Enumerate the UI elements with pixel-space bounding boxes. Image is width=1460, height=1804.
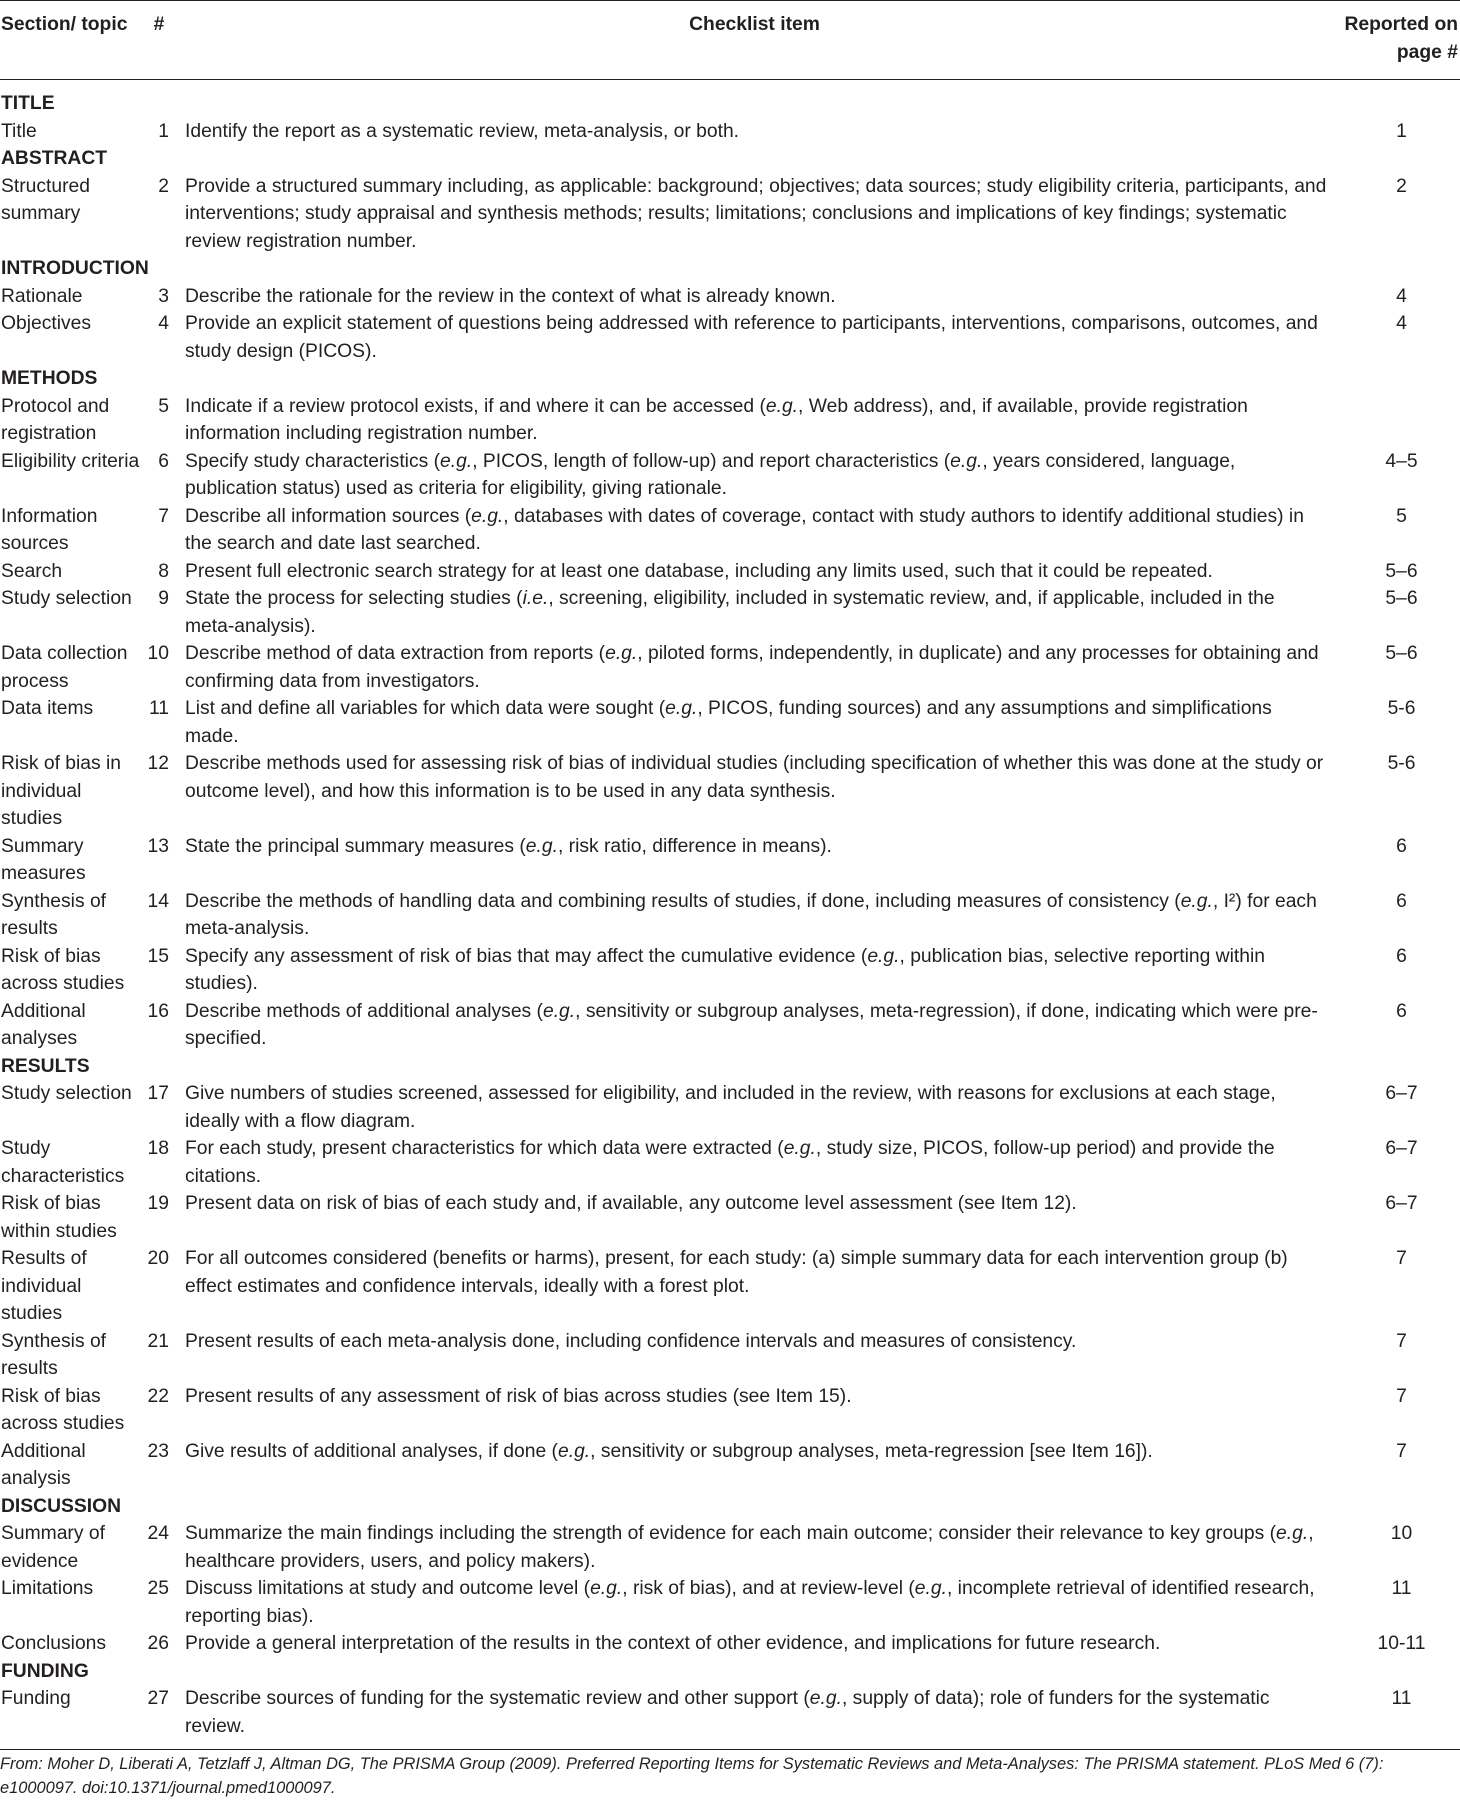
row-reported-page: 6 [1396, 1000, 1407, 1022]
row-reported-page: 5-6 [1387, 698, 1416, 719]
row-number: 25 [147, 1578, 169, 1599]
row-reported-page: 5 [1396, 505, 1407, 527]
row-checklist-text: Specify study characteristics (e.g., PICOS, length of follow-up) and report characteristics (e.g., years considered, language, publication status) used as criteria for eligibility, giving rationale. [185, 450, 1236, 499]
row-checklist-text: Present results of any assessment of risk of bias across studies (see Item 15). [185, 1385, 852, 1407]
row-checklist-text: Provide a general interpretation of the results in the context of other evidence, and implications for future research. [185, 1633, 1161, 1654]
row-number: 24 [147, 1523, 169, 1544]
row-topic: Funding [0, 1685, 146, 1750]
row-checklist-text: Describe the methods of handling data and combining results of studies, if done, including measures of consistency (e.g., I²) for each meta-analysis. [185, 890, 1317, 939]
row-reported-page [1337, 393, 1460, 448]
row-number: 19 [147, 1193, 169, 1214]
latin-abbreviation: e.g. [440, 450, 473, 472]
row-number: 14 [147, 890, 169, 912]
latin-abbreviation: i.e. [522, 588, 549, 609]
latin-abbreviation: e.g. [590, 1578, 623, 1599]
row-checklist-text: State the process for selecting studies (i.e., screening, eligibility, included in systematic review, and, if applicable, included in the meta-analysis). [185, 588, 1275, 637]
section-heading: DISCUSSION [1, 1495, 121, 1517]
table-row [0, 640, 1460, 695]
latin-abbreviation: e.g. [914, 1578, 947, 1599]
row-topic: Summary measures [1, 835, 86, 884]
row-topic: Synthesis of results [1, 890, 107, 939]
table-row [0, 118, 1460, 146]
row-topic: Conclusions [1, 1633, 107, 1654]
row-checklist-text: Indicate if a review protocol exists, if and where it can be accessed (e.g., Web address), and, if available, provide registration information including registration number. [185, 395, 1248, 444]
table-row [0, 695, 1460, 750]
header-reported-page: Reported on page # [1337, 1, 1460, 80]
row-topic: Title [1, 120, 37, 142]
row-topic: Data collection process [1, 643, 128, 692]
table-row [0, 833, 1460, 888]
row-topic: Limitations [1, 1578, 94, 1599]
row-number: 15 [147, 945, 169, 967]
table-row [0, 1630, 1460, 1658]
row-number: 2 [158, 175, 169, 197]
table-row [0, 888, 1460, 943]
section-heading: TITLE [1, 93, 55, 114]
section-heading: INTRODUCTION [1, 258, 149, 279]
section-heading-row [0, 255, 1460, 283]
row-checklist-text: Present full electronic search strategy for at least one database, including any limits used, such that it could be repeated. [185, 560, 1213, 582]
row-number: 17 [147, 1083, 169, 1104]
row-checklist-text: Give results of additional analyses, if done (e.g., sensitivity or subgroup analyses, meta-regression [see Item 16]). [185, 1440, 1153, 1462]
row-reported-page: 2 [1396, 175, 1407, 197]
row-checklist-text: Identify the report as a systematic review, meta-analysis, or both. [185, 120, 740, 142]
table-row [0, 998, 1460, 1053]
row-reported-page: 6–7 [1385, 1138, 1418, 1159]
row-checklist-text: Describe all information sources (e.g., databases with dates of coverage, contact with study authors to identify additional studies) in the search and date last searched. [185, 505, 1304, 554]
table-row [0, 1080, 1460, 1135]
row-topic: Summary of evidence [1, 1523, 105, 1572]
table-row [0, 1575, 1460, 1630]
row-topic: Risk of bias within studies [1, 1193, 117, 1242]
row-checklist-text: State the principal summary measures (e.g., risk ratio, difference in means). [185, 835, 832, 857]
row-number: 13 [147, 835, 169, 857]
row-reported-page: 10-11 [1377, 1633, 1426, 1654]
row-topic: Eligibility criteria [1, 450, 140, 472]
row-number: 20 [147, 1248, 169, 1269]
section-heading: FUNDING [1, 1660, 89, 1682]
section-heading-row [0, 1658, 1460, 1686]
table-row [0, 1245, 1460, 1328]
row-topic: Additional analyses [1, 1000, 86, 1049]
row-reported-page: 6 [1396, 945, 1407, 967]
row-topic: Results of individual studies [1, 1248, 87, 1324]
latin-abbreviation: e.g. [542, 1000, 576, 1022]
row-reported-page: 7 [1396, 1248, 1407, 1269]
row-reported-page: 11 [1391, 1578, 1412, 1599]
row-number: 26 [147, 1633, 169, 1654]
section-heading: METHODS [1, 368, 98, 389]
row-number: 23 [147, 1440, 169, 1462]
row-topic: Synthesis of results [1, 1330, 107, 1379]
table-row [0, 448, 1460, 503]
row-number: 5 [158, 395, 169, 417]
header-number: # [146, 1, 172, 80]
row-number: 16 [147, 1000, 169, 1022]
row-reported-page: 5–6 [1385, 560, 1418, 582]
section-heading-row [0, 1493, 1460, 1521]
row-reported-page: 11 [1337, 1685, 1460, 1750]
row-reported-page: 6–7 [1385, 1083, 1418, 1104]
row-number: 22 [147, 1385, 169, 1407]
section-heading: RESULTS [1, 1055, 90, 1077]
row-checklist-text: Summarize the main findings including the strength of evidence for each main outcome; consider their relevance to key groups (e.g., healthcare providers, users, and policy makers). [185, 1523, 1314, 1572]
row-topic: Objectives [1, 313, 92, 334]
row-checklist-text: Describe methods used for assessing risk of bias of individual studies (including specification of whether this was done at the study or outcome level), and how this information is to be used in any data synthesis. [185, 753, 1324, 802]
section-heading-row [0, 145, 1460, 173]
latin-abbreviation: e.g. [765, 395, 799, 417]
row-topic: Search [1, 560, 63, 582]
row-checklist-text: Describe methods of additional analyses (e.g., sensitivity or subgroup analyses, meta-regression), if done, indicating which were pre-specified. [185, 1000, 1318, 1049]
row-reported-page: 7 [1396, 1330, 1407, 1352]
row-checklist-text: For each study, present characteristics for which data were extracted (e.g., study size, PICOS, follow-up period) and provide the citations. [185, 1138, 1275, 1187]
table-row [0, 310, 1460, 365]
table-row [0, 1685, 1460, 1750]
row-reported-page: 1 [1396, 120, 1407, 142]
row-reported-page: 5–6 [1385, 643, 1418, 664]
row-reported-page: 7 [1396, 1440, 1407, 1462]
latin-abbreviation: e.g. [1276, 1523, 1309, 1544]
row-number: 8 [158, 560, 169, 582]
row-topic: Study selection [1, 588, 132, 609]
row-number: 9 [158, 588, 169, 609]
row-reported-page: 4 [1396, 313, 1407, 334]
row-number: 4 [158, 313, 169, 334]
latin-abbreviation: e.g. [1180, 890, 1213, 912]
row-checklist-text: Discuss limitations at study and outcome level (e.g., risk of bias), and at review-level (e.g., incomplete retrieval of identified research, reporting bias). [185, 1578, 1315, 1627]
row-number: 6 [158, 450, 169, 472]
row-checklist-text: Describe method of data extraction from reports (e.g., piloted forms, independently, in duplicate) and any processes for obtaining and confirming data from investigators. [185, 643, 1319, 692]
row-topic: Data items [1, 698, 94, 719]
row-number: 12 [147, 753, 169, 774]
row-topic: Study selection [1, 1083, 132, 1104]
table-row [0, 1135, 1460, 1190]
header-checklist-item: Checklist item [172, 1, 1337, 80]
section-heading-row [0, 1053, 1460, 1081]
row-topic: Protocol and registration [1, 395, 110, 444]
table-footnote: From: Moher D, Liberati A, Tetzlaff J, Altman DG, The PRISMA Group (2009). Preferred Reporting Items for Systematic Reviews and Meta-Analyses: The PRISMA statement. PLoS Med 6 (7): e1000097. doi:10.1371/journal.pmed1000097. [0, 1755, 1384, 1797]
row-checklist-text: Present results of each meta-analysis done, including confidence intervals and measures of consistency. [185, 1330, 1077, 1352]
row-number: 11 [148, 698, 169, 719]
table-header-row [0, 1, 1460, 80]
section-heading-row [0, 365, 1460, 393]
row-reported-page: 5–6 [1385, 588, 1418, 609]
row-reported-page: 6 [1396, 890, 1407, 912]
row-checklist-text: For all outcomes considered (benefits or harms), present, for each study: (a) simple summary data for each intervention group (b) effect estimates and confidence intervals, ideally with a forest plot. [185, 1248, 1288, 1297]
latin-abbreviation: e.g. [557, 1440, 591, 1462]
table-row [0, 943, 1460, 998]
row-number: 3 [158, 285, 169, 307]
row-number: 1 [158, 120, 169, 142]
table-row [0, 1520, 1460, 1575]
row-number: 27 [146, 1685, 172, 1750]
row-number: 21 [147, 1330, 169, 1352]
row-reported-page: 6 [1396, 835, 1407, 857]
row-topic: Risk of bias in individual studies [1, 753, 122, 829]
table-row [0, 283, 1460, 311]
row-topic: Study characteristics [1, 1138, 125, 1187]
row-reported-page: 7 [1396, 1385, 1407, 1407]
table-row [0, 1190, 1460, 1245]
header-section-topic: Section/ topic [0, 1, 146, 80]
row-checklist-text: Present data on risk of bias of each study and, if available, any outcome level assessment (see Item 12). [185, 1193, 1077, 1214]
section-heading: ABSTRACT [1, 148, 108, 169]
row-topic: Information sources [1, 505, 98, 554]
latin-abbreviation: e.g. [605, 643, 638, 664]
row-number: 10 [147, 643, 169, 664]
row-number: 18 [147, 1138, 169, 1159]
row-topic: Structured summary [1, 175, 90, 224]
table-row [0, 1328, 1460, 1383]
row-reported-page: 6–7 [1385, 1193, 1418, 1214]
table-row [0, 750, 1460, 833]
table-row [0, 1383, 1460, 1438]
latin-abbreviation: e.g. [783, 1138, 816, 1159]
table-spacer [0, 80, 1460, 91]
row-topic: Risk of bias across studies [1, 945, 125, 994]
latin-abbreviation: e.g. [665, 698, 698, 719]
row-checklist-text: Provide an explicit statement of questions being addressed with reference to participants, interventions, comparisons, outcomes, and study design (PICOS). [185, 313, 1318, 362]
row-reported-page: 10 [1390, 1523, 1413, 1544]
row-topic: Risk of bias across studies [1, 1385, 125, 1434]
row-checklist-text: Describe the rationale for the review in the context of what is already known. [185, 285, 836, 307]
row-checklist-text: Give numbers of studies screened, assessed for eligibility, and included in the review, with reasons for exclusions at each stage, ideally with a flow diagram. [185, 1083, 1276, 1132]
latin-abbreviation: e.g. [867, 945, 900, 967]
row-checklist-text: Describe sources of funding for the systematic review and other support (e.g., supply of data); role of funders for the systematic review. [172, 1685, 1337, 1750]
table-row [0, 558, 1460, 586]
table-row [0, 173, 1460, 256]
latin-abbreviation: e.g. [809, 1688, 842, 1709]
latin-abbreviation: e.g. [950, 450, 983, 472]
section-heading-row [0, 90, 1460, 118]
row-topic: Additional analysis [1, 1440, 86, 1489]
row-topic: Rationale [1, 285, 83, 307]
row-reported-page: 4 [1396, 285, 1407, 307]
row-reported-page: 4–5 [1385, 450, 1418, 472]
row-checklist-text: Provide a structured summary including, as applicable: background; objectives; data sources; study eligibility criteria, participants, and interventions; study appraisal and synthesis methods; results; limitations; conclusions and implications of key findings; systematic review registration number. [185, 175, 1327, 252]
table-row [0, 503, 1460, 558]
table-row [0, 1438, 1460, 1493]
latin-abbreviation: e.g. [471, 505, 504, 527]
row-checklist-text: Specify any assessment of risk of bias that may affect the cumulative evidence (e.g., publication bias, selective reporting within studies). [185, 945, 1265, 994]
row-number: 7 [158, 505, 169, 527]
row-checklist-text: List and define all variables for which data were sought (e.g., PICOS, funding sources) and any assumptions and simplifications made. [185, 698, 1272, 747]
latin-abbreviation: e.g. [525, 835, 558, 857]
table-row [0, 393, 1460, 448]
table-row [0, 585, 1460, 640]
row-reported-page: 5-6 [1387, 753, 1416, 774]
table-body [0, 80, 1460, 1750]
